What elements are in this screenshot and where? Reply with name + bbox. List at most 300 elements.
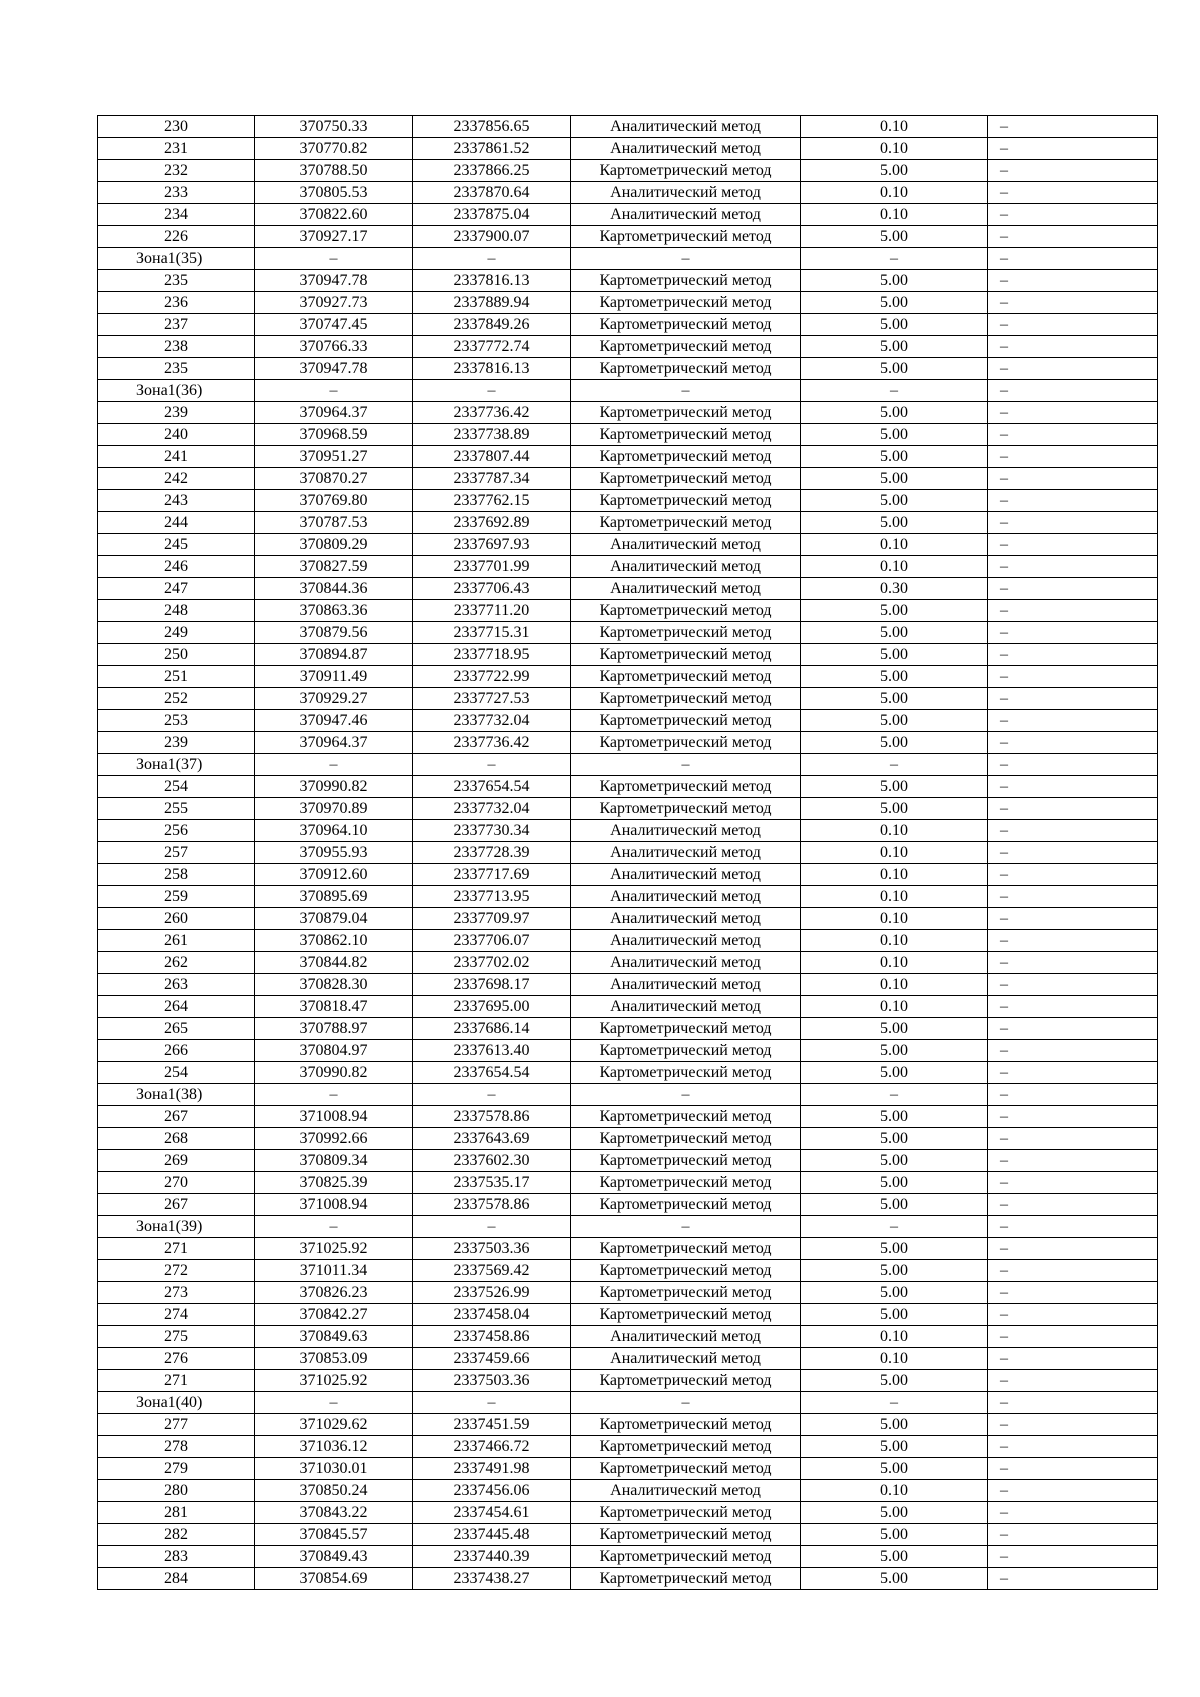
table-row: [98, 996, 1158, 1018]
accuracy-cell: 5.00: [801, 270, 988, 292]
method-cell: Картометрический метод: [571, 270, 801, 292]
coordinate-y-cell: 2337459.66: [413, 1348, 571, 1370]
coordinate-y-cell: 2337772.74: [413, 336, 571, 358]
point-number-cell: 271: [98, 1370, 255, 1392]
table-row: [98, 1282, 1158, 1304]
description-cell: –: [988, 908, 1158, 930]
coordinate-y-cell: 2337697.93: [413, 534, 571, 556]
accuracy-cell: 0.10: [801, 996, 988, 1018]
point-number-cell: 262: [98, 952, 255, 974]
accuracy-cell: 0.10: [801, 930, 988, 952]
coordinate-x-cell: 370992.66: [255, 1128, 413, 1150]
coordinate-y-cell: 2337816.13: [413, 270, 571, 292]
table-row: [98, 1040, 1158, 1062]
zone-header-row: [98, 1392, 1158, 1414]
method-cell: Аналитический метод: [571, 1348, 801, 1370]
coordinate-y-cell: 2337728.39: [413, 842, 571, 864]
description-cell: –: [988, 182, 1158, 204]
coordinate-x-cell: 370947.78: [255, 270, 413, 292]
coordinate-x-cell: 370955.93: [255, 842, 413, 864]
table-row: [98, 820, 1158, 842]
coordinate-x-cell: 370870.27: [255, 468, 413, 490]
table-row: [98, 1238, 1158, 1260]
table-row: [98, 578, 1158, 600]
coordinate-x-cell: 370990.82: [255, 1062, 413, 1084]
point-number-cell: 273: [98, 1282, 255, 1304]
accuracy-cell: 5.00: [801, 710, 988, 732]
coordinate-y-cell: 2337454.61: [413, 1502, 571, 1524]
description-cell: –: [988, 292, 1158, 314]
method-cell: Картометрический метод: [571, 314, 801, 336]
description-cell: –: [988, 996, 1158, 1018]
accuracy-cell: 0.10: [801, 1480, 988, 1502]
description-cell: –: [988, 1524, 1158, 1546]
table-row: [98, 512, 1158, 534]
coordinate-x-cell: 370849.43: [255, 1546, 413, 1568]
coordinate-y-cell: 2337711.20: [413, 600, 571, 622]
method-cell: Аналитический метод: [571, 996, 801, 1018]
coordinate-x-cell: 370927.17: [255, 226, 413, 248]
point-number-cell: 280: [98, 1480, 255, 1502]
accuracy-cell: 0.10: [801, 138, 988, 160]
coordinate-y-cell: 2337717.69: [413, 864, 571, 886]
zone-label: Зона1(35): [98, 248, 255, 270]
accuracy-cell: –: [801, 754, 988, 776]
method-cell: Картометрический метод: [571, 160, 801, 182]
point-number-cell: 261: [98, 930, 255, 952]
description-cell: –: [988, 1084, 1158, 1106]
coordinate-y-cell: 2337732.04: [413, 798, 571, 820]
coordinate-x-cell: –: [255, 248, 413, 270]
table-row: [98, 644, 1158, 666]
coordinate-x-cell: 370750.33: [255, 116, 413, 138]
method-cell: Картометрический метод: [571, 1436, 801, 1458]
point-number-cell: 243: [98, 490, 255, 512]
coordinate-y-cell: 2337889.94: [413, 292, 571, 314]
description-cell: –: [988, 1106, 1158, 1128]
point-number-cell: 265: [98, 1018, 255, 1040]
coordinate-y-cell: 2337602.30: [413, 1150, 571, 1172]
point-number-cell: 259: [98, 886, 255, 908]
point-number-cell: 235: [98, 270, 255, 292]
accuracy-cell: 0.10: [801, 842, 988, 864]
coordinate-x-cell: –: [255, 1216, 413, 1238]
zone-label: Зона1(38): [98, 1084, 255, 1106]
point-number-cell: 278: [98, 1436, 255, 1458]
coordinate-x-cell: 370787.53: [255, 512, 413, 534]
coordinate-y-cell: 2337787.34: [413, 468, 571, 490]
description-cell: –: [988, 1348, 1158, 1370]
coordinate-x-cell: 370818.47: [255, 996, 413, 1018]
method-cell: Аналитический метод: [571, 1326, 801, 1348]
method-cell: –: [571, 1216, 801, 1238]
description-cell: –: [988, 842, 1158, 864]
coordinate-x-cell: 370843.22: [255, 1502, 413, 1524]
table-row: [98, 1172, 1158, 1194]
coordinate-y-cell: 2337491.98: [413, 1458, 571, 1480]
coordinate-y-cell: 2337535.17: [413, 1172, 571, 1194]
method-cell: Картометрический метод: [571, 1502, 801, 1524]
coordinate-y-cell: 2337727.53: [413, 688, 571, 710]
point-number-cell: 263: [98, 974, 255, 996]
accuracy-cell: 5.00: [801, 468, 988, 490]
point-number-cell: 253: [98, 710, 255, 732]
method-cell: Картометрический метод: [571, 1260, 801, 1282]
coordinate-y-cell: –: [413, 754, 571, 776]
table-row: [98, 798, 1158, 820]
description-cell: –: [988, 138, 1158, 160]
coordinate-y-cell: 2337713.95: [413, 886, 571, 908]
coordinate-y-cell: 2337730.34: [413, 820, 571, 842]
accuracy-cell: 5.00: [801, 160, 988, 182]
method-cell: Картометрический метод: [571, 226, 801, 248]
coordinate-x-cell: 370929.27: [255, 688, 413, 710]
coordinate-y-cell: –: [413, 248, 571, 270]
accuracy-cell: –: [801, 1084, 988, 1106]
point-number-cell: 247: [98, 578, 255, 600]
accuracy-cell: –: [801, 380, 988, 402]
point-number-cell: 232: [98, 160, 255, 182]
table-row: [98, 1502, 1158, 1524]
coordinate-y-cell: 2337526.99: [413, 1282, 571, 1304]
point-number-cell: 254: [98, 776, 255, 798]
accuracy-cell: 5.00: [801, 1194, 988, 1216]
accuracy-cell: 5.00: [801, 1040, 988, 1062]
table-row: [98, 1480, 1158, 1502]
description-cell: –: [988, 1502, 1158, 1524]
description-cell: –: [988, 820, 1158, 842]
method-cell: Картометрический метод: [571, 666, 801, 688]
table-row: [98, 1546, 1158, 1568]
accuracy-cell: 5.00: [801, 732, 988, 754]
method-cell: Картометрический метод: [571, 1458, 801, 1480]
accuracy-cell: 5.00: [801, 1282, 988, 1304]
method-cell: Картометрический метод: [571, 1304, 801, 1326]
point-number-cell: 240: [98, 424, 255, 446]
coordinate-x-cell: 371029.62: [255, 1414, 413, 1436]
description-cell: –: [988, 226, 1158, 248]
coordinates-table: [97, 115, 1158, 1590]
table-row: [98, 1018, 1158, 1040]
coordinate-x-cell: 370854.69: [255, 1568, 413, 1590]
coordinate-y-cell: 2337702.02: [413, 952, 571, 974]
point-number-cell: 283: [98, 1546, 255, 1568]
coordinate-x-cell: 370853.09: [255, 1348, 413, 1370]
description-cell: –: [988, 358, 1158, 380]
coordinate-y-cell: 2337736.42: [413, 402, 571, 424]
coordinate-x-cell: 370990.82: [255, 776, 413, 798]
accuracy-cell: 5.00: [801, 1062, 988, 1084]
coordinate-y-cell: –: [413, 1392, 571, 1414]
point-number-cell: 241: [98, 446, 255, 468]
method-cell: –: [571, 1392, 801, 1414]
method-cell: Картометрический метод: [571, 1194, 801, 1216]
description-cell: –: [988, 1040, 1158, 1062]
accuracy-cell: 5.00: [801, 1414, 988, 1436]
description-cell: –: [988, 204, 1158, 226]
coordinate-y-cell: 2337701.99: [413, 556, 571, 578]
point-number-cell: 250: [98, 644, 255, 666]
table-row: [98, 732, 1158, 754]
coordinate-x-cell: 370844.82: [255, 952, 413, 974]
table-row: [98, 864, 1158, 886]
point-number-cell: 255: [98, 798, 255, 820]
coordinate-x-cell: 371030.01: [255, 1458, 413, 1480]
method-cell: Картометрический метод: [571, 1370, 801, 1392]
coordinate-x-cell: 370809.34: [255, 1150, 413, 1172]
coordinate-y-cell: 2337503.36: [413, 1370, 571, 1392]
accuracy-cell: 5.00: [801, 1304, 988, 1326]
coordinate-x-cell: 370827.59: [255, 556, 413, 578]
coordinate-x-cell: 370947.78: [255, 358, 413, 380]
point-number-cell: 267: [98, 1194, 255, 1216]
description-cell: –: [988, 952, 1158, 974]
accuracy-cell: 0.10: [801, 204, 988, 226]
method-cell: Картометрический метод: [571, 732, 801, 754]
table-row: [98, 468, 1158, 490]
point-number-cell: 269: [98, 1150, 255, 1172]
method-cell: Аналитический метод: [571, 1480, 801, 1502]
point-number-cell: 277: [98, 1414, 255, 1436]
description-cell: –: [988, 1436, 1158, 1458]
accuracy-cell: 5.00: [801, 688, 988, 710]
table-row: [98, 886, 1158, 908]
description-cell: –: [988, 1370, 1158, 1392]
description-cell: –: [988, 1128, 1158, 1150]
method-cell: Картометрический метод: [571, 1040, 801, 1062]
description-cell: –: [988, 1062, 1158, 1084]
accuracy-cell: –: [801, 1392, 988, 1414]
coordinate-x-cell: 370845.57: [255, 1524, 413, 1546]
accuracy-cell: 0.10: [801, 1348, 988, 1370]
zone-header-row: [98, 1084, 1158, 1106]
zone-label: Зона1(36): [98, 380, 255, 402]
accuracy-cell: –: [801, 1216, 988, 1238]
description-cell: –: [988, 798, 1158, 820]
coordinate-x-cell: 370894.87: [255, 644, 413, 666]
zone-label: Зона1(40): [98, 1392, 255, 1414]
accuracy-cell: 0.10: [801, 556, 988, 578]
method-cell: Картометрический метод: [571, 358, 801, 380]
coordinate-x-cell: 371036.12: [255, 1436, 413, 1458]
table-row: [98, 710, 1158, 732]
method-cell: Аналитический метод: [571, 952, 801, 974]
description-cell: –: [988, 402, 1158, 424]
method-cell: Картометрический метод: [571, 424, 801, 446]
zone-header-row: [98, 380, 1158, 402]
method-cell: Аналитический метод: [571, 182, 801, 204]
coordinate-x-cell: 370912.60: [255, 864, 413, 886]
coordinate-x-cell: 370766.33: [255, 336, 413, 358]
zone-header-row: [98, 248, 1158, 270]
coordinate-y-cell: 2337458.86: [413, 1326, 571, 1348]
method-cell: –: [571, 1084, 801, 1106]
description-cell: –: [988, 424, 1158, 446]
zone-header-row: [98, 754, 1158, 776]
point-number-cell: 258: [98, 864, 255, 886]
method-cell: Аналитический метод: [571, 204, 801, 226]
coordinate-x-cell: 370842.27: [255, 1304, 413, 1326]
method-cell: Аналитический метод: [571, 556, 801, 578]
coordinate-y-cell: 2337440.39: [413, 1546, 571, 1568]
method-cell: Картометрический метод: [571, 292, 801, 314]
table-row: [98, 1326, 1158, 1348]
coordinate-x-cell: 370970.89: [255, 798, 413, 820]
accuracy-cell: 5.00: [801, 446, 988, 468]
table-row: [98, 688, 1158, 710]
description-cell: –: [988, 380, 1158, 402]
coordinate-x-cell: 370895.69: [255, 886, 413, 908]
coordinate-y-cell: 2337732.04: [413, 710, 571, 732]
description-cell: –: [988, 754, 1158, 776]
coordinate-x-cell: 371011.34: [255, 1260, 413, 1282]
coordinate-y-cell: 2337816.13: [413, 358, 571, 380]
description-cell: –: [988, 534, 1158, 556]
point-number-cell: 268: [98, 1128, 255, 1150]
description-cell: –: [988, 490, 1158, 512]
accuracy-cell: 0.10: [801, 116, 988, 138]
accuracy-cell: 5.00: [801, 1458, 988, 1480]
accuracy-cell: 5.00: [801, 1018, 988, 1040]
accuracy-cell: 5.00: [801, 314, 988, 336]
description-cell: –: [988, 512, 1158, 534]
method-cell: Картометрический метод: [571, 1238, 801, 1260]
method-cell: Картометрический метод: [571, 1568, 801, 1590]
table-row: [98, 116, 1158, 138]
table-row: [98, 314, 1158, 336]
coordinate-x-cell: 370844.36: [255, 578, 413, 600]
coordinate-y-cell: 2337466.72: [413, 1436, 571, 1458]
coordinates-table-body: [98, 116, 1158, 1590]
table-row: [98, 622, 1158, 644]
point-number-cell: 249: [98, 622, 255, 644]
description-cell: –: [988, 776, 1158, 798]
point-number-cell: 239: [98, 732, 255, 754]
accuracy-cell: 5.00: [801, 1238, 988, 1260]
coordinate-y-cell: 2337715.31: [413, 622, 571, 644]
accuracy-cell: 0.10: [801, 182, 988, 204]
table-row: [98, 1106, 1158, 1128]
accuracy-cell: 5.00: [801, 1524, 988, 1546]
table-row: [98, 952, 1158, 974]
method-cell: Картометрический метод: [571, 1106, 801, 1128]
description-cell: –: [988, 688, 1158, 710]
table-row: [98, 1260, 1158, 1282]
coordinate-x-cell: 370968.59: [255, 424, 413, 446]
description-cell: –: [988, 1458, 1158, 1480]
zone-label: Зона1(39): [98, 1216, 255, 1238]
description-cell: –: [988, 1414, 1158, 1436]
point-number-cell: 254: [98, 1062, 255, 1084]
description-cell: –: [988, 974, 1158, 996]
method-cell: Картометрический метод: [571, 1128, 801, 1150]
coordinate-y-cell: 2337643.69: [413, 1128, 571, 1150]
coordinate-x-cell: 370805.53: [255, 182, 413, 204]
description-cell: –: [988, 666, 1158, 688]
description-cell: –: [988, 1392, 1158, 1414]
description-cell: –: [988, 578, 1158, 600]
table-row: [98, 666, 1158, 688]
coordinate-x-cell: 370788.97: [255, 1018, 413, 1040]
accuracy-cell: 5.00: [801, 600, 988, 622]
accuracy-cell: 0.10: [801, 952, 988, 974]
coordinate-y-cell: 2337709.97: [413, 908, 571, 930]
coordinate-x-cell: 371025.92: [255, 1370, 413, 1392]
coordinate-y-cell: 2337578.86: [413, 1194, 571, 1216]
coordinate-y-cell: –: [413, 1216, 571, 1238]
description-cell: –: [988, 1326, 1158, 1348]
coordinate-x-cell: 370770.82: [255, 138, 413, 160]
accuracy-cell: 5.00: [801, 1172, 988, 1194]
table-row: [98, 842, 1158, 864]
point-number-cell: 244: [98, 512, 255, 534]
accuracy-cell: –: [801, 248, 988, 270]
point-number-cell: 252: [98, 688, 255, 710]
method-cell: Аналитический метод: [571, 116, 801, 138]
coordinate-x-cell: 370911.49: [255, 666, 413, 688]
table-row: [98, 1370, 1158, 1392]
accuracy-cell: 5.00: [801, 1436, 988, 1458]
table-row: [98, 930, 1158, 952]
description-cell: –: [988, 600, 1158, 622]
method-cell: Аналитический метод: [571, 886, 801, 908]
point-number-cell: 237: [98, 314, 255, 336]
point-number-cell: 236: [98, 292, 255, 314]
point-number-cell: 281: [98, 1502, 255, 1524]
description-cell: –: [988, 1216, 1158, 1238]
table-row: [98, 1436, 1158, 1458]
description-cell: –: [988, 1150, 1158, 1172]
description-cell: –: [988, 160, 1158, 182]
coordinate-x-cell: 370927.73: [255, 292, 413, 314]
point-number-cell: 271: [98, 1238, 255, 1260]
coordinate-x-cell: 370826.23: [255, 1282, 413, 1304]
description-cell: –: [988, 1568, 1158, 1590]
method-cell: Картометрический метод: [571, 402, 801, 424]
coordinate-y-cell: 2337503.36: [413, 1238, 571, 1260]
coordinate-x-cell: 370809.29: [255, 534, 413, 556]
point-number-cell: 242: [98, 468, 255, 490]
point-number-cell: 239: [98, 402, 255, 424]
point-number-cell: 257: [98, 842, 255, 864]
coordinate-x-cell: –: [255, 754, 413, 776]
point-number-cell: 270: [98, 1172, 255, 1194]
table-row: [98, 402, 1158, 424]
accuracy-cell: 0.10: [801, 864, 988, 886]
table-row: [98, 974, 1158, 996]
table-row: [98, 1062, 1158, 1084]
method-cell: Картометрический метод: [571, 710, 801, 732]
table-row: [98, 226, 1158, 248]
description-cell: –: [988, 1172, 1158, 1194]
method-cell: –: [571, 380, 801, 402]
point-number-cell: 235: [98, 358, 255, 380]
coordinate-x-cell: 371025.92: [255, 1238, 413, 1260]
accuracy-cell: 5.00: [801, 336, 988, 358]
point-number-cell: 248: [98, 600, 255, 622]
description-cell: –: [988, 1282, 1158, 1304]
accuracy-cell: 0.10: [801, 534, 988, 556]
method-cell: Аналитический метод: [571, 930, 801, 952]
table-row: [98, 1304, 1158, 1326]
method-cell: Аналитический метод: [571, 864, 801, 886]
coordinate-x-cell: 371008.94: [255, 1106, 413, 1128]
description-cell: –: [988, 446, 1158, 468]
accuracy-cell: 0.10: [801, 1326, 988, 1348]
coordinate-y-cell: 2337875.04: [413, 204, 571, 226]
table-row: [98, 1348, 1158, 1370]
accuracy-cell: 5.00: [801, 226, 988, 248]
